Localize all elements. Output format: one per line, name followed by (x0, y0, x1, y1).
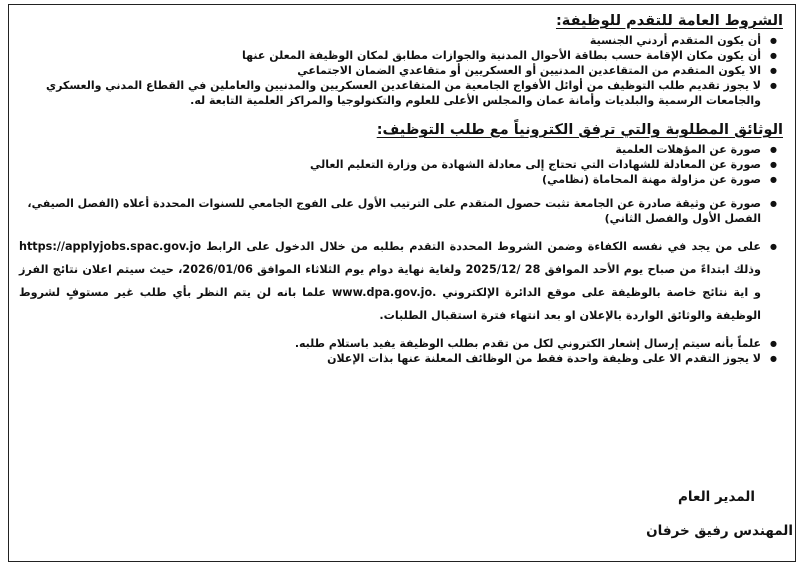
apply-link[interactable]: https://applyjobs.spac.gov.jo (19, 240, 202, 253)
application-text-2: وذلك ابتداءً من صباح يوم الأحد الموافق 28 /2025/12 ولغاية نهاية دوام يوم الثلاثاء الموافق 2026/01/06، حيث سيتم اعلان نتائج الفرز و اية نتائج خاصة بالوظيفة على موقع الدائرة الإلكتروني (19, 263, 761, 299)
dpa-link[interactable]: www.dpa.gov.jo. (331, 286, 437, 299)
required-documents-list (19, 142, 783, 187)
general-conditions-list (19, 33, 783, 108)
list-item: ● لا يجوز التقدم الا على وظيفة واحدة فقط من الوظائف المعلنة عنها بذات الإعلان (19, 351, 761, 366)
signatory-title: المدير العام (678, 489, 755, 505)
signatory-name: المهندس رفيق خرفان (646, 523, 793, 539)
list-item: ● صورة عن المعادلة للشهادات التي تحتاج إلى معادلة الشهادة من وزارة التعليم العالي (19, 157, 761, 172)
list-item: ● أن يكون المتقدم أردني الجنسية (19, 33, 761, 48)
list-item: ● صورة عن مزاولة مهنة المحاماة (نظامي) (19, 172, 761, 187)
announcement-frame (8, 4, 796, 562)
application-text-3: علما بانه لن يتم النظر بأي طلب غير مستوفٍ لشروط الوظيفة والوثائق الواردة بالإعلان او بعد انتهاء فترة استقبال الطلبات. (19, 286, 761, 322)
list-item: ● صورة عن المؤهلات العلمية (19, 142, 761, 157)
application-instructions (19, 235, 783, 327)
list-item: ● الا يكون المتقدم من المتقاعدين المدنيين أو العسكريين أو متقاعدي الضمان الاجتماعي (19, 63, 761, 78)
notes-list (19, 336, 783, 366)
general-conditions-heading: الشروط العامة للتقدم للوظيفة: (555, 13, 783, 29)
application-paragraph (19, 235, 761, 327)
list-item: ● علماً بأنه سيتم إرسال إشعار الكتروني لكل من تقدم بطلب الوظيفة يفيد باستلام طلبه. (19, 336, 761, 351)
announcement-content (19, 11, 783, 366)
list-item: ● لا يجوز تقديم طلب التوظيف من أوائل الأفواج الجامعية من المتقاعدين العسكريين والمدنيين والعاملين في القطاع المدني والعسكري والجامعات الرسمية والبلديات وأمانة عمان والمجلس الأعلى للعلوم والتكنولوجيا والمراكز العلمية التابعة له. (19, 78, 761, 108)
required-documents-heading: الوثائق المطلوبة والتي ترفق الكترونياً مع طلب التوظيف: (376, 122, 783, 138)
application-text-1: على من يجد في نفسه الكفاءة وضمن الشروط المحددة التقدم بطلبه من خلال الدخول على الرابط (206, 240, 761, 253)
list-item: ● صورة عن وثيقة صادرة عن الجامعة تثبت حصول المتقدم على الترتيب الأول على الفوج الجامعي للسنوات المحددة أعلاه (الفصل الصيفي، الفصل الأول والفصل الثاني) (19, 196, 761, 226)
list-item: ● أن يكون مكان الإقامة حسب بطاقة الأحوال المدنية والجوازات مطابق لمكان الوظيفة المعلن عنها (19, 48, 761, 63)
ranking-document-list (19, 196, 783, 226)
